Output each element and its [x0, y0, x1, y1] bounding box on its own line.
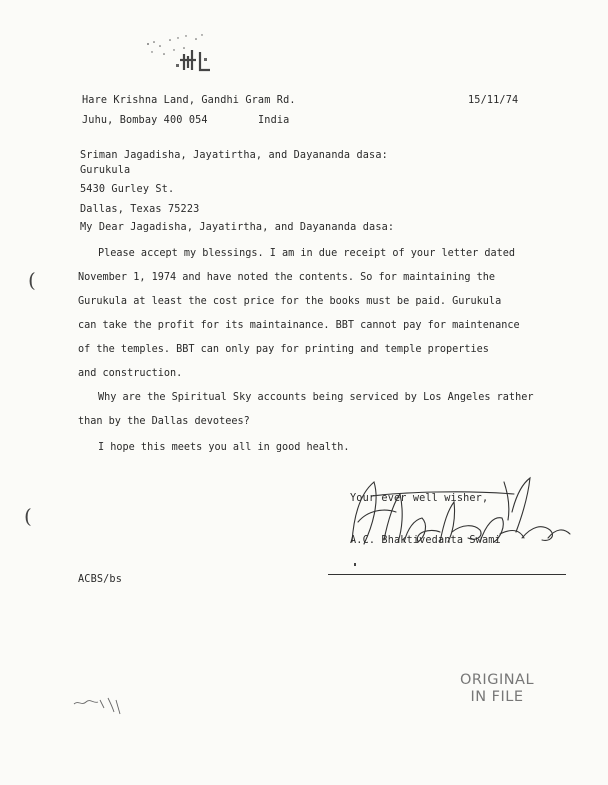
body-paragraph-2: Why are the Spiritual Sky accounts being serviced by Los Angeles rather than by the Dallas devotees? — [78, 392, 534, 427]
recipient-line4: Dallas, Texas 75223 — [80, 204, 200, 215]
signature-underline — [328, 574, 566, 575]
sender-address-line2: Juhu, Bombay 400 054 — [82, 115, 208, 126]
letterhead-logo-icon — [140, 30, 220, 76]
signature-dot — [354, 563, 356, 566]
punch-hole-mark-bottom: ( — [24, 504, 32, 528]
recipient-line3: 5430 Gurley St. — [80, 184, 175, 195]
sender-address-line1: Hare Krishna Land, Gandhi Gram Rd. — [82, 95, 296, 106]
punch-hole-mark-top: ( — [28, 268, 36, 292]
letter-date: 15/11/74 — [468, 95, 519, 106]
recipient-line1: Sriman Jagadisha, Jayatirtha, and Dayananda dasa: — [80, 150, 388, 161]
typist-initials: ACBS/bs — [78, 574, 122, 585]
margin-scribble-icon — [70, 690, 126, 716]
valediction: Your ever well wisher, — [350, 493, 489, 504]
body-paragraph-1: Please accept my blessings. I am in due receipt of your letter dated November 1, 1974 and have noted the contents. So for maintaining the Gurukula at least the cost price for the books must be paid. Gurukula can take the profit for its maintainance. BBT cannot pay for maintenance of the temples. BBT can only pay for printing and temple properties and construction. — [78, 248, 520, 379]
recipient-line2: Gurukula — [80, 165, 131, 176]
salutation: My Dear Jagadisha, Jayatirtha, and Dayananda dasa: — [80, 222, 395, 233]
stamp-line2: IN FILE — [470, 689, 524, 705]
stamp-line1: ORIGINAL — [459, 672, 535, 688]
original-in-file-stamp — [452, 660, 542, 706]
body-paragraph-3: I hope this meets you all in good health. — [98, 442, 350, 453]
signer-name: A.C. Bhaktivedanta Swami — [350, 535, 501, 546]
stamp-faint-text — [452, 660, 542, 672]
sender-country: India — [258, 115, 290, 126]
